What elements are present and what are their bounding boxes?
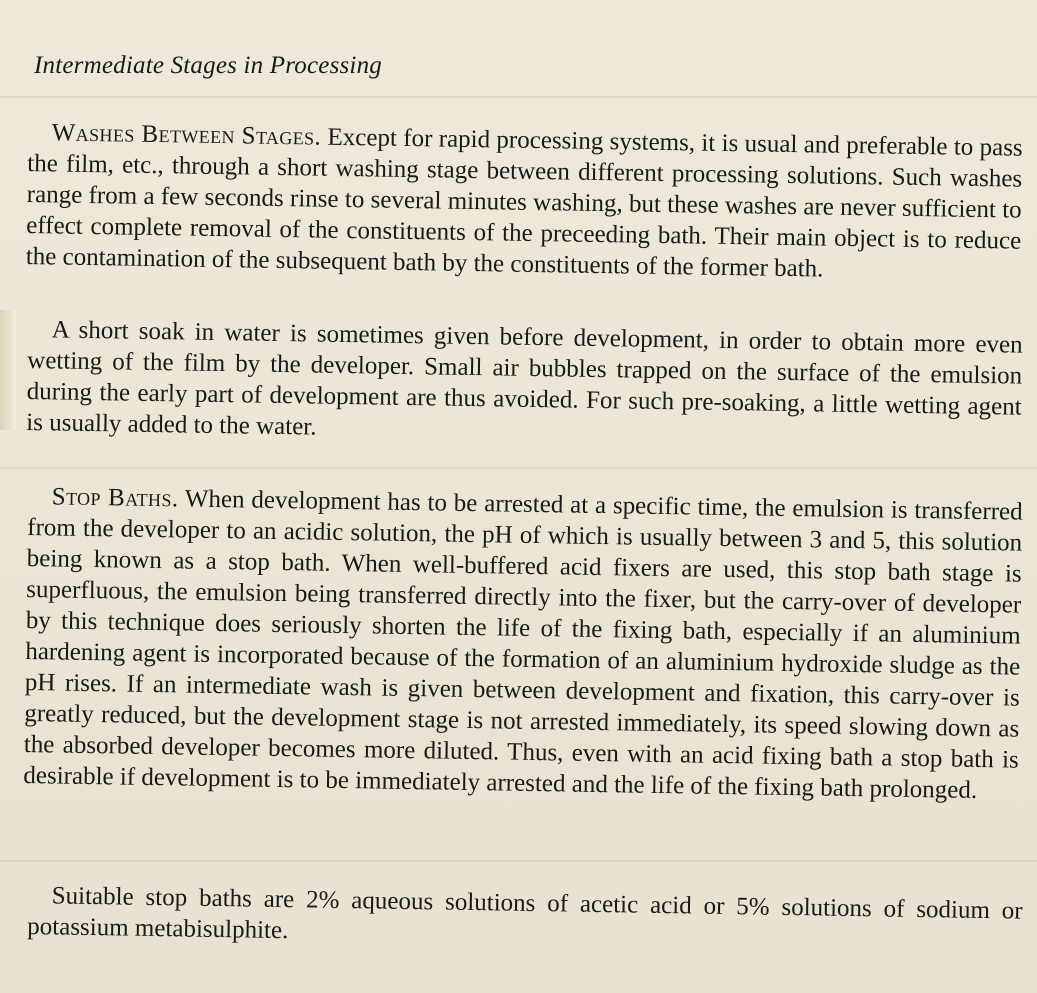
paragraph-washes-between-stages [26,117,1023,288]
page-edge-fold [0,310,16,430]
paragraph-text: When development has to be arrested at a specific time, the emulsion is transferred from the developer to an acidic solution, the pH of which is usually between 3 and 5, this solution being known as a stop bath. When well-buffered acid fixers are used, this stop bath stage is superfluous, the emulsion being transferred directly into the fixer, but the carry-over of developer by this technique does seriously shorten the life of the fixing bath, especially if an aluminium hardening agent is incorporated because of the formation of an aluminium hydroxide sludge as the pH rises. If an intermediate wash is given between development and fixation, this carry-over is greatly reduced, but the development stage is not arrested immediately, its speed slowing down as the absorbed developer becomes more diluted. Thus, even with an acid fixing bath a stop bath is desirable if development is to be immediately arrested and the life of the fixing bath prolonged. [23,485,1023,804]
paragraph-suitable-stop-baths [27,880,1023,958]
paragraph-text: Except for rapid processing systems, it is usual and preferable to pass the film, etc., through a short washing stage between different processing solutions. Such washes range from a few seconds rinse to several minutes washing, but these washes are never sufficient to effect complete removal of the constituents of the preceeding bath. Their main object is to reduce the contamination of the subsequent bath by the constituents of the former bath. [25,123,1023,283]
paragraph-stop-baths [23,481,1023,807]
paragraph-text: Suitable stop baths are 2% aqueous solutions of acetic acid or 5% solutions of sodium or potassium metabisulphite. [27,882,1023,945]
bleed-through-line [0,96,1037,98]
paragraph-pre-soak [26,314,1023,454]
bleed-through-text [230,0,790,12]
bleed-through-line [0,860,1037,862]
section-heading: Intermediate Stages in Processing [34,52,382,79]
paragraph-text: A short soak in water is sometimes given before development, in order to obtain more even wetting of the film by the developer. Small air bubbles trapped on the surface of the emulsion during the early part of development are thus avoided. For such pre-soaking, a little wetting agent is usually added to the water. [26,316,1023,441]
run-in-heading-washes: Washes Between Stages. [51,119,322,151]
run-in-heading-stop-baths: Stop Baths. [51,483,179,513]
bleed-through-line [0,467,1037,469]
